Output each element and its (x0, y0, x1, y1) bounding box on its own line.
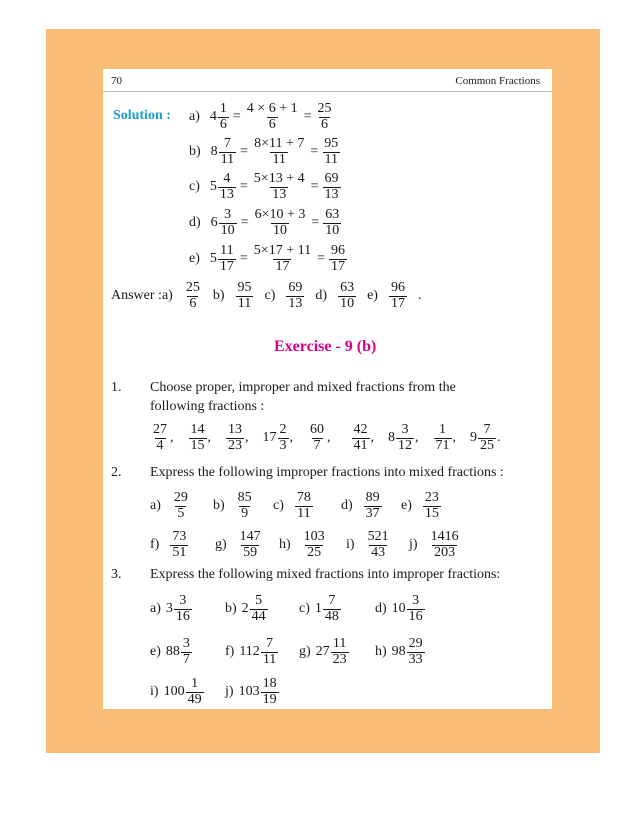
fraction (245, 102, 300, 132)
numerator: 3 (182, 636, 190, 651)
numerator: 3 (412, 593, 420, 608)
separator: , (452, 430, 456, 446)
equals-sign: = (303, 109, 312, 125)
item-letter: c) (299, 601, 310, 617)
equals-sign: = (239, 251, 248, 267)
numerator: 63 (325, 207, 340, 222)
fraction (423, 491, 441, 521)
numerator: 60 (310, 422, 324, 437)
separator: , (415, 430, 419, 446)
denominator: 17 (219, 258, 234, 274)
equals-sign: = (240, 144, 249, 160)
item-letter: h) (375, 644, 387, 660)
q1-number: 1. (111, 380, 122, 395)
numerator: 85 (237, 490, 252, 505)
fraction (295, 491, 313, 521)
numerator: 2 (279, 422, 287, 437)
whole-number: 100 (163, 684, 185, 700)
exercise-item (225, 677, 280, 707)
numerator: 29 (408, 636, 423, 651)
fraction (316, 102, 334, 132)
numerator: 1 (219, 101, 227, 116)
denominator: 11 (237, 295, 252, 311)
denominator: 13 (324, 186, 339, 202)
denominator: 41 (353, 437, 368, 453)
fraction (250, 594, 268, 624)
numerator: 14 (190, 422, 205, 437)
whole-number: 2 (241, 601, 249, 617)
exercise-item (299, 637, 350, 667)
denominator: 11 (220, 151, 235, 167)
exercise-item (279, 530, 328, 560)
exercise-item (299, 594, 342, 624)
row-letter: a) (189, 109, 200, 125)
denominator: 16 (175, 608, 190, 624)
numerator: 69 (288, 280, 303, 295)
numerator: 5×17 + 11 (253, 243, 312, 258)
separator: , (370, 430, 374, 446)
q3-text: Express the following mixed fractions into improper fractions: (150, 567, 501, 582)
denominator: 203 (434, 544, 456, 560)
numerator: 7 (483, 422, 491, 437)
page-number: 70 (111, 75, 122, 87)
fraction (396, 423, 414, 453)
numerator: 13 (228, 422, 242, 437)
item-letter: g) (299, 644, 311, 660)
solution-row (189, 244, 348, 274)
item-letter: d) (341, 498, 353, 514)
fraction (389, 281, 407, 311)
fraction (218, 102, 229, 132)
numerator: 95 (324, 136, 339, 151)
whole-number: 8 (210, 144, 218, 160)
numerator: 18 (262, 676, 277, 691)
row-letter: b) (189, 144, 201, 160)
item-letter: i) (346, 537, 355, 553)
fraction (302, 530, 327, 560)
fraction (226, 423, 244, 453)
separator: , (207, 430, 211, 446)
denominator: 17 (275, 258, 290, 274)
numerator: 89 (365, 490, 380, 505)
exercise-item (150, 677, 205, 707)
fraction (478, 423, 496, 453)
fraction (434, 423, 452, 453)
fraction (286, 281, 304, 311)
row-letter: c) (189, 179, 200, 195)
item-letter: g) (215, 537, 227, 553)
equals-sign: = (240, 215, 249, 231)
fraction (364, 491, 382, 521)
numerator: 3 (401, 422, 409, 437)
denominator: 10 (220, 222, 235, 238)
fraction (151, 423, 169, 453)
exercise-item (150, 530, 189, 560)
fraction (218, 172, 236, 202)
exercise-item (375, 637, 426, 667)
numerator: 7 (328, 593, 336, 608)
whole-number: 5 (209, 251, 217, 267)
exercise-item (215, 530, 264, 560)
denominator: 25 (480, 437, 494, 453)
denominator: 37 (365, 505, 380, 521)
numerator: 11 (220, 243, 234, 258)
whole-number: 8 (388, 430, 395, 446)
whole-number: 98 (391, 644, 406, 660)
exercise-item (273, 491, 314, 521)
numerator: 95 (237, 280, 252, 295)
separator: , (327, 430, 331, 446)
whole-number: 27 (315, 644, 330, 660)
fraction (429, 530, 461, 560)
q2-text: Express the following improper fractions into mixed fractions : (150, 465, 504, 480)
solution-row (189, 172, 342, 202)
fraction (338, 281, 356, 311)
fraction (323, 594, 341, 624)
q1-text-line2: following fractions : (150, 399, 265, 414)
numerator: 5 (255, 593, 263, 608)
equals-sign: = (310, 144, 319, 160)
fraction (331, 637, 349, 667)
fraction (236, 491, 254, 521)
numerator: 63 (340, 280, 355, 295)
numerator: 3 (179, 593, 187, 608)
q1-fraction-list (150, 423, 515, 453)
denominator: 48 (324, 608, 339, 624)
fraction (308, 423, 326, 453)
whole-number: 17 (262, 430, 277, 446)
q1-text-line1: Choose proper, improper and mixed fractions from the (150, 380, 456, 395)
denominator: 17 (330, 258, 345, 274)
denominator: 12 (398, 437, 412, 453)
exercise-item (150, 491, 191, 521)
item-letter: i) (150, 684, 159, 700)
exercise-item (225, 637, 279, 667)
exercise-item (341, 491, 383, 521)
numerator: 7 (266, 636, 274, 651)
separator: . (497, 430, 501, 446)
row-letter: d) (189, 215, 201, 231)
exercise-item (150, 594, 193, 624)
denominator: 13 (219, 186, 234, 202)
denominator: 11 (262, 651, 277, 667)
denominator: 6 (321, 116, 328, 132)
fraction (219, 208, 237, 238)
solution-label: Solution : (113, 108, 171, 123)
equals-sign: = (232, 109, 241, 125)
exercise-item (346, 530, 392, 560)
numerator: 23 (424, 490, 439, 505)
item-letter: j) (409, 537, 418, 553)
denominator: 11 (297, 505, 311, 521)
whole-number: 6 (210, 215, 218, 231)
denominator: 43 (371, 544, 386, 560)
numerator: 3 (224, 207, 232, 222)
denominator: 3 (279, 437, 287, 453)
fraction (322, 137, 340, 167)
denominator: 11 (272, 151, 286, 167)
fraction (329, 244, 347, 274)
numerator: 147 (239, 529, 261, 544)
denominator: 6 (219, 116, 227, 132)
equals-sign: = (239, 179, 248, 195)
denominator: 51 (172, 544, 187, 560)
separator: , (170, 430, 174, 446)
answer-letter: a) (161, 288, 173, 304)
fraction (407, 637, 425, 667)
numerator: 11 (332, 636, 347, 651)
whole-number: 9 (470, 430, 477, 446)
chapter-title: Common Fractions (455, 75, 540, 87)
numerator: 6×10 + 3 (254, 207, 306, 222)
fraction (407, 594, 425, 624)
fraction (252, 244, 313, 274)
fraction (236, 281, 254, 311)
q2-number: 2. (111, 465, 122, 480)
solution-row (189, 102, 335, 132)
whole-number: 3 (165, 601, 173, 617)
whole-number: 88 (165, 644, 180, 660)
item-letter: c) (273, 498, 284, 514)
equals-sign: = (311, 215, 320, 231)
item-letter: e) (401, 498, 412, 514)
item-letter: d) (375, 601, 387, 617)
numerator: 29 (173, 490, 188, 505)
denominator: 6 (268, 116, 276, 132)
solution-row (189, 208, 342, 238)
denominator: 23 (228, 437, 242, 453)
fraction (323, 172, 341, 202)
exercise-item (213, 491, 255, 521)
separator: , (289, 430, 293, 446)
denominator: 25 (307, 544, 322, 560)
fraction (172, 491, 190, 521)
whole-number: 103 (238, 684, 260, 700)
denominator: 10 (340, 295, 355, 311)
whole-number: 10 (391, 601, 406, 617)
numerator: 25 (317, 101, 332, 116)
whole-number: 112 (239, 644, 260, 660)
textbook-page (103, 69, 552, 709)
denominator: 19 (262, 691, 277, 707)
exercise-item (401, 491, 442, 521)
denominator: 10 (272, 222, 287, 238)
separator: , (245, 430, 249, 446)
item-letter: a) (150, 601, 161, 617)
numerator: 25 (185, 280, 200, 295)
item-letter: f) (150, 537, 160, 553)
answer-letter: e) (367, 288, 378, 304)
fraction (218, 244, 236, 274)
numerator: 1 (439, 422, 446, 437)
denominator: 10 (325, 222, 340, 238)
denominator: 11 (324, 151, 338, 167)
fraction (261, 637, 278, 667)
numerator: 1416 (430, 529, 459, 544)
numerator: 4 (223, 171, 231, 186)
item-letter: b) (225, 601, 237, 617)
numerator: 73 (172, 529, 187, 544)
whole-number: 1 (314, 601, 322, 617)
numerator: 69 (324, 171, 339, 186)
numerator: 7 (223, 136, 231, 151)
numerator: 27 (153, 422, 167, 437)
fraction (174, 594, 192, 624)
answer-end: . (417, 288, 422, 304)
denominator: 16 (408, 608, 423, 624)
equals-sign: = (317, 251, 325, 267)
denominator: 49 (187, 691, 202, 707)
denominator: 33 (408, 651, 423, 667)
denominator: 15 (424, 505, 439, 521)
numerator: 8×11 + 7 (254, 136, 305, 151)
answer-letter: c) (264, 288, 276, 304)
q3-number: 3. (111, 567, 122, 582)
fraction (278, 423, 289, 453)
fraction (181, 637, 192, 667)
fraction (170, 530, 188, 560)
numerator: 103 (303, 529, 325, 544)
fraction (323, 208, 341, 238)
numerator: 5×13 + 4 (253, 171, 305, 186)
equals-sign: = (310, 179, 319, 195)
exercise-item (225, 594, 269, 624)
fraction (366, 530, 391, 560)
numerator: 521 (367, 529, 389, 544)
item-letter: b) (213, 498, 225, 514)
answer-label: Answer : (111, 288, 162, 304)
page-header (103, 69, 552, 92)
solution-row (189, 137, 341, 167)
exercise-title: Exercise - 9 (b) (274, 338, 377, 355)
denominator: 6 (189, 295, 197, 311)
denominator: 23 (332, 651, 347, 667)
exercise-item (150, 637, 193, 667)
answer-row (111, 281, 421, 311)
whole-number: 5 (209, 179, 217, 195)
denominator: 15 (190, 437, 205, 453)
numerator: 96 (390, 280, 405, 295)
denominator: 13 (288, 295, 303, 311)
fraction (184, 281, 202, 311)
row-letter: e) (189, 251, 200, 267)
fraction (253, 208, 308, 238)
numerator: 42 (353, 422, 368, 437)
numerator: 96 (330, 243, 345, 258)
fraction (352, 423, 370, 453)
item-letter: f) (225, 644, 235, 660)
denominator: 59 (243, 544, 258, 560)
answer-letter: d) (315, 288, 328, 304)
denominator: 71 (435, 437, 450, 453)
fraction (189, 423, 207, 453)
denominator: 7 (313, 437, 321, 453)
item-letter: a) (150, 498, 161, 514)
fraction (252, 172, 307, 202)
exercise-item (375, 594, 426, 624)
denominator: 9 (241, 505, 249, 521)
exercise-item (409, 530, 462, 560)
fraction (261, 677, 279, 707)
denominator: 5 (177, 505, 185, 521)
item-letter: j) (225, 684, 234, 700)
numerator: 78 (296, 490, 311, 505)
denominator: 7 (182, 651, 190, 667)
item-letter: h) (279, 537, 291, 553)
fraction (238, 530, 263, 560)
numerator: 1 (191, 676, 199, 691)
denominator: 44 (251, 608, 266, 624)
fraction (186, 677, 204, 707)
numerator: 4 × 6 + 1 (246, 101, 298, 116)
denominator: 4 (156, 437, 164, 453)
whole-number: 4 (209, 109, 217, 125)
item-letter: e) (150, 644, 161, 660)
denominator: 17 (390, 295, 405, 311)
fraction (252, 137, 306, 167)
fraction (219, 137, 236, 167)
answer-letter: b) (212, 288, 225, 304)
denominator: 13 (272, 186, 287, 202)
